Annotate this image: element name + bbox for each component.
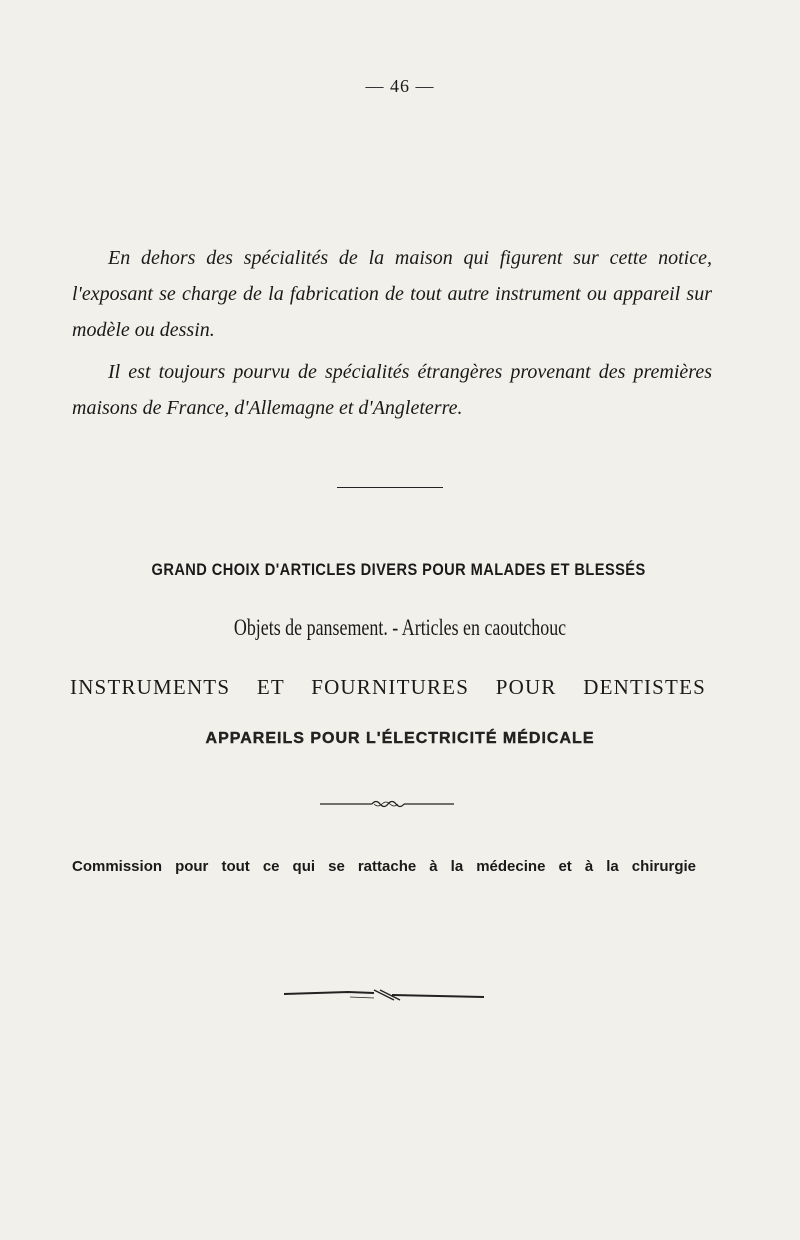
offering-articles-heading: GRAND CHOIX D'ARTICLES DIVERS POUR MALADES ET BLESSÉS [151,560,646,579]
tail-divider-icon [284,986,484,1004]
intro-paragraph-2: Il est toujours pourvu de spécialités étrangères provenant des premières maisons de France, d'Allemagne et d'Angleterre. [72,361,712,419]
section-divider [337,487,443,488]
offering-dentists-line: INSTRUMENTS ET FOURNITURES POUR DENTISTES [70,675,706,699]
commission-line: Commission pour tout ce qui se rattache à la médecine et à la chirurgie [72,858,696,875]
scroll-divider-icon [320,797,454,811]
intro-paragraph-1: En dehors des spécialités de la maison qui figurent sur cette notice, l'exposant se charge de la fabrication de tout autre instrument ou appareil sur modèle ou dessin. [72,247,712,341]
offering-dressings-line: Objets de pansement. - Articles en caoutchouc [233,615,567,640]
intro-section [72,240,712,426]
page-number: — 46 — [365,76,435,96]
offering-electricity-line: APPAREILS POUR L'ÉLECTRICITÉ MÉDICALE [205,730,595,747]
